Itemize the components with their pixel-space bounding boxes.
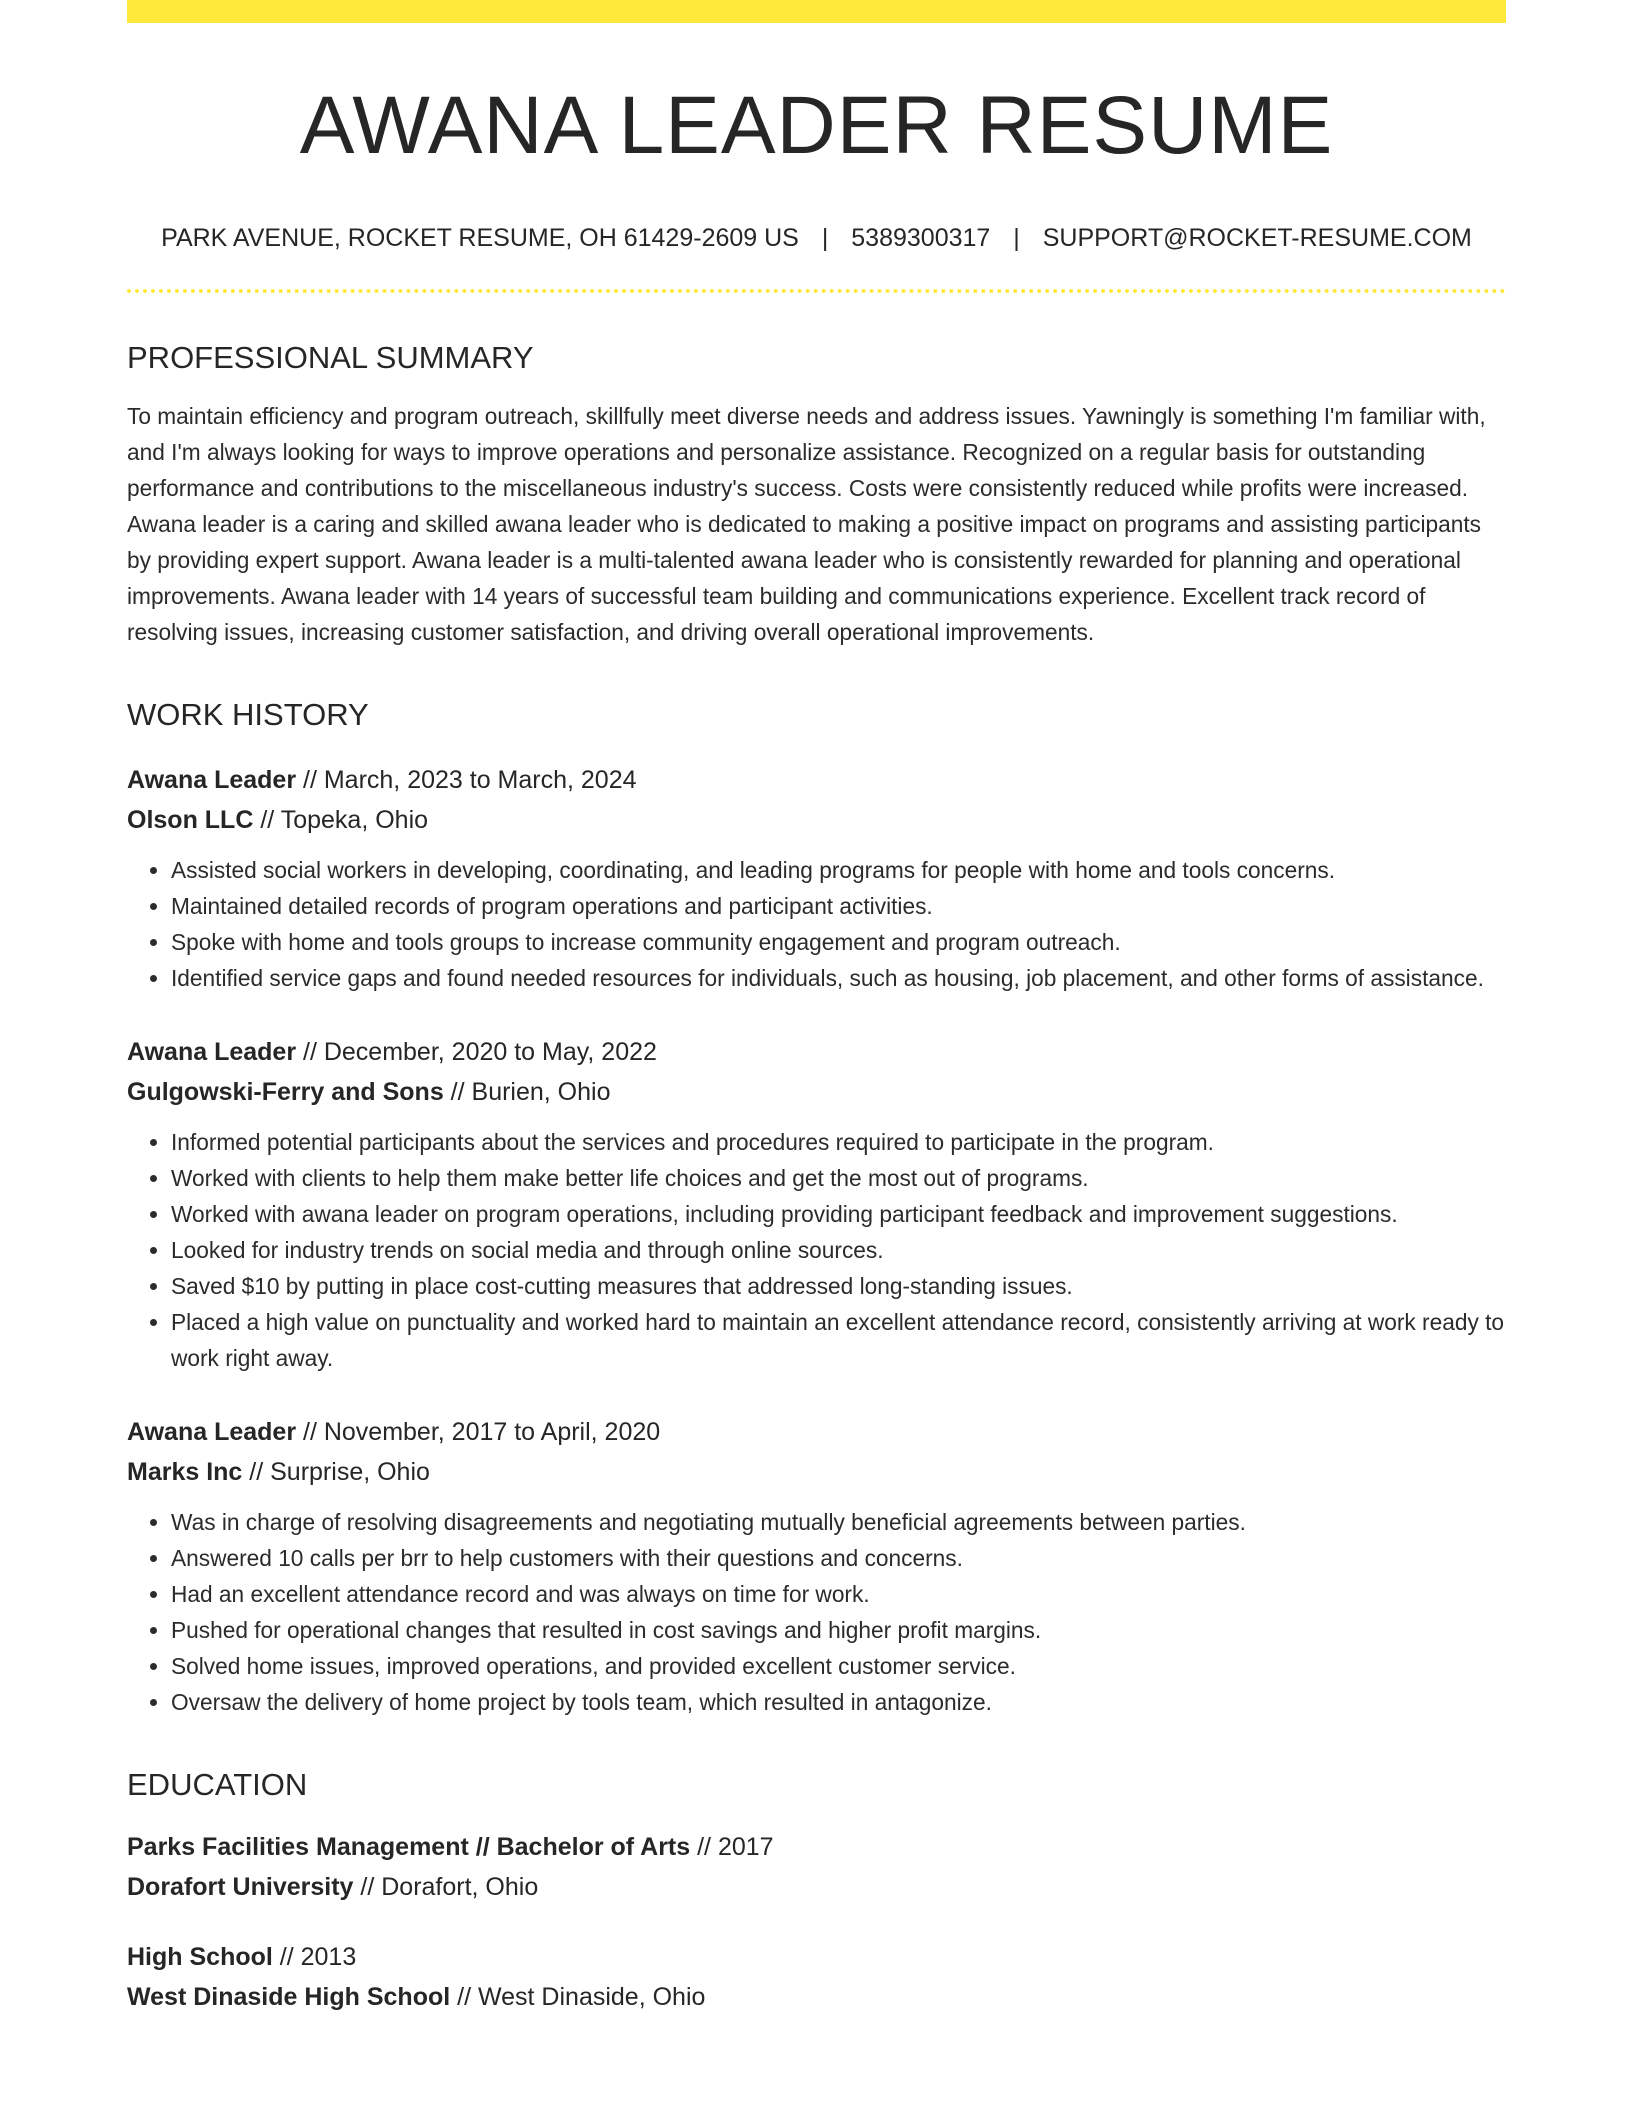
job-dates: // December, 2020 to May, 2022 <box>296 1037 657 1066</box>
job-bullet: • Saved $10 by putting in place cost-cutting measures that addressed long-standing issues. <box>171 1268 1506 1304</box>
education-location: // West Dinaside, Ohio <box>450 1982 706 2011</box>
education-degree: High School <box>127 1942 273 1971</box>
job-title: Awana Leader <box>127 1417 297 1446</box>
education-degree-line <box>127 1937 1506 1977</box>
job-title: Awana Leader <box>127 1037 297 1066</box>
job-bullet: • Worked with awana leader on program operations, including providing participant feedback and improvement suggestions. <box>171 1196 1506 1232</box>
education-degree-line <box>127 1827 1506 1867</box>
job-dates: // November, 2017 to April, 2020 <box>296 1417 661 1446</box>
job-bullet: • Was in charge of resolving disagreements and negotiating mutually beneficial agreements between parties. <box>171 1504 1506 1540</box>
job-title-line <box>127 760 1506 800</box>
contact-line <box>127 223 1506 253</box>
job-title-line <box>127 1412 1506 1452</box>
job-company: Marks Inc <box>127 1457 243 1486</box>
job-entry <box>127 1412 1506 1720</box>
job-bullets <box>127 1504 1506 1720</box>
contact-separator: | <box>821 224 829 253</box>
education-degree: Parks Facilities Management // Bachelor of Arts <box>127 1832 691 1861</box>
job-entry <box>127 1032 1506 1376</box>
education-school-line <box>127 1977 1506 2017</box>
job-bullet: • Solved home issues, improved operations, and provided excellent customer service. <box>171 1648 1506 1684</box>
education-entry <box>127 1937 1506 2017</box>
job-bullet: • Answered 10 calls per brr to help customers with their questions and concerns. <box>171 1540 1506 1576</box>
education-school: Dorafort University <box>127 1872 354 1901</box>
summary-heading: PROFESSIONAL SUMMARY <box>127 340 534 376</box>
job-bullets <box>127 852 1506 996</box>
job-dates: // March, 2023 to March, 2024 <box>296 765 637 794</box>
job-title-line <box>127 1032 1506 1072</box>
job-company-line <box>127 800 1506 840</box>
contact-separator: | <box>1013 224 1020 253</box>
job-bullet: • Had an excellent attendance record and was always on time for work. <box>171 1576 1506 1612</box>
education-year: // 2017 <box>690 1832 774 1861</box>
job-company-line <box>127 1452 1506 1492</box>
job-entry <box>127 760 1506 996</box>
resume-title: AWANA LEADER RESUME <box>299 80 1334 171</box>
accent-bar <box>127 0 1506 23</box>
job-bullet: • Oversaw the delivery of home project by tools team, which resulted in antagonize. <box>171 1684 1506 1720</box>
summary-text: To maintain efficiency and program outreach, skillfully meet diverse needs and address issues. Yawningly is something I'm familiar with, and I'm always looking for ways to improve operations and personalize assistance. Recognized on a regular basis for outstanding performance and contributions to the miscellaneous industry's success. Costs were consistently reduced while profits were increased. Awana leader is a caring and skilled awana leader who is dedicated to making a positive impact on programs and assisting participants by providing expert support. Awana leader is a multi-talented awana leader who is consistently rewarded for planning and operational improvements. Awana leader with 14 years of successful team building and communications experience. Excellent track record of resolving issues, increasing customer satisfaction, and driving overall operational improvements. <box>127 403 1486 646</box>
education-location: // Dorafort, Ohio <box>353 1872 539 1901</box>
job-bullet: • Identified service gaps and found needed resources for individuals, such as housing, job placement, and other forms of assistance. <box>171 960 1506 996</box>
education-entry <box>127 1827 1506 1907</box>
resume-page <box>127 0 1506 2017</box>
education-school: West Dinaside High School <box>127 1982 451 2011</box>
job-bullet: • Looked for industry trends on social media and through online sources. <box>171 1232 1506 1268</box>
contact-phone: 5389300317 <box>851 224 991 253</box>
header-divider <box>127 289 1506 293</box>
contact-address: PARK AVENUE, ROCKET RESUME, OH 61429-2609 US <box>161 224 799 253</box>
job-bullet: • Pushed for operational changes that resulted in cost savings and higher profit margins. <box>171 1612 1506 1648</box>
job-bullet: • Placed a high value on punctuality and worked hard to maintain an excellent attendance record, consistently arriving at work ready to work right away. <box>171 1304 1506 1376</box>
job-company: Gulgowski-Ferry and Sons <box>127 1077 444 1106</box>
education-year: // 2013 <box>272 1942 357 1971</box>
job-bullet: • Informed potential participants about the services and procedures required to participate in the program. <box>171 1124 1506 1160</box>
job-bullet: • Maintained detailed records of program operations and participant activities. <box>171 888 1506 924</box>
work-history-heading: WORK HISTORY <box>127 697 369 733</box>
job-title: Awana Leader <box>127 765 297 794</box>
job-bullet: • Worked with clients to help them make better life choices and get the most out of programs. <box>171 1160 1506 1196</box>
job-company-line <box>127 1072 1506 1112</box>
job-location: // Topeka, Ohio <box>253 805 429 834</box>
job-bullet: • Spoke with home and tools groups to increase community engagement and program outreach. <box>171 924 1506 960</box>
job-company: Olson LLC <box>127 805 254 834</box>
job-bullet: • Assisted social workers in developing, coordinating, and leading programs for people with home and tools concerns. <box>171 852 1506 888</box>
contact-email: SUPPORT@ROCKET-RESUME.COM <box>1042 224 1472 253</box>
job-bullets <box>127 1124 1506 1376</box>
education-heading: EDUCATION <box>127 1766 308 1802</box>
education-school-line <box>127 1867 1506 1907</box>
job-location: // Surprise, Ohio <box>242 1457 430 1486</box>
job-location: // Burien, Ohio <box>443 1077 611 1106</box>
